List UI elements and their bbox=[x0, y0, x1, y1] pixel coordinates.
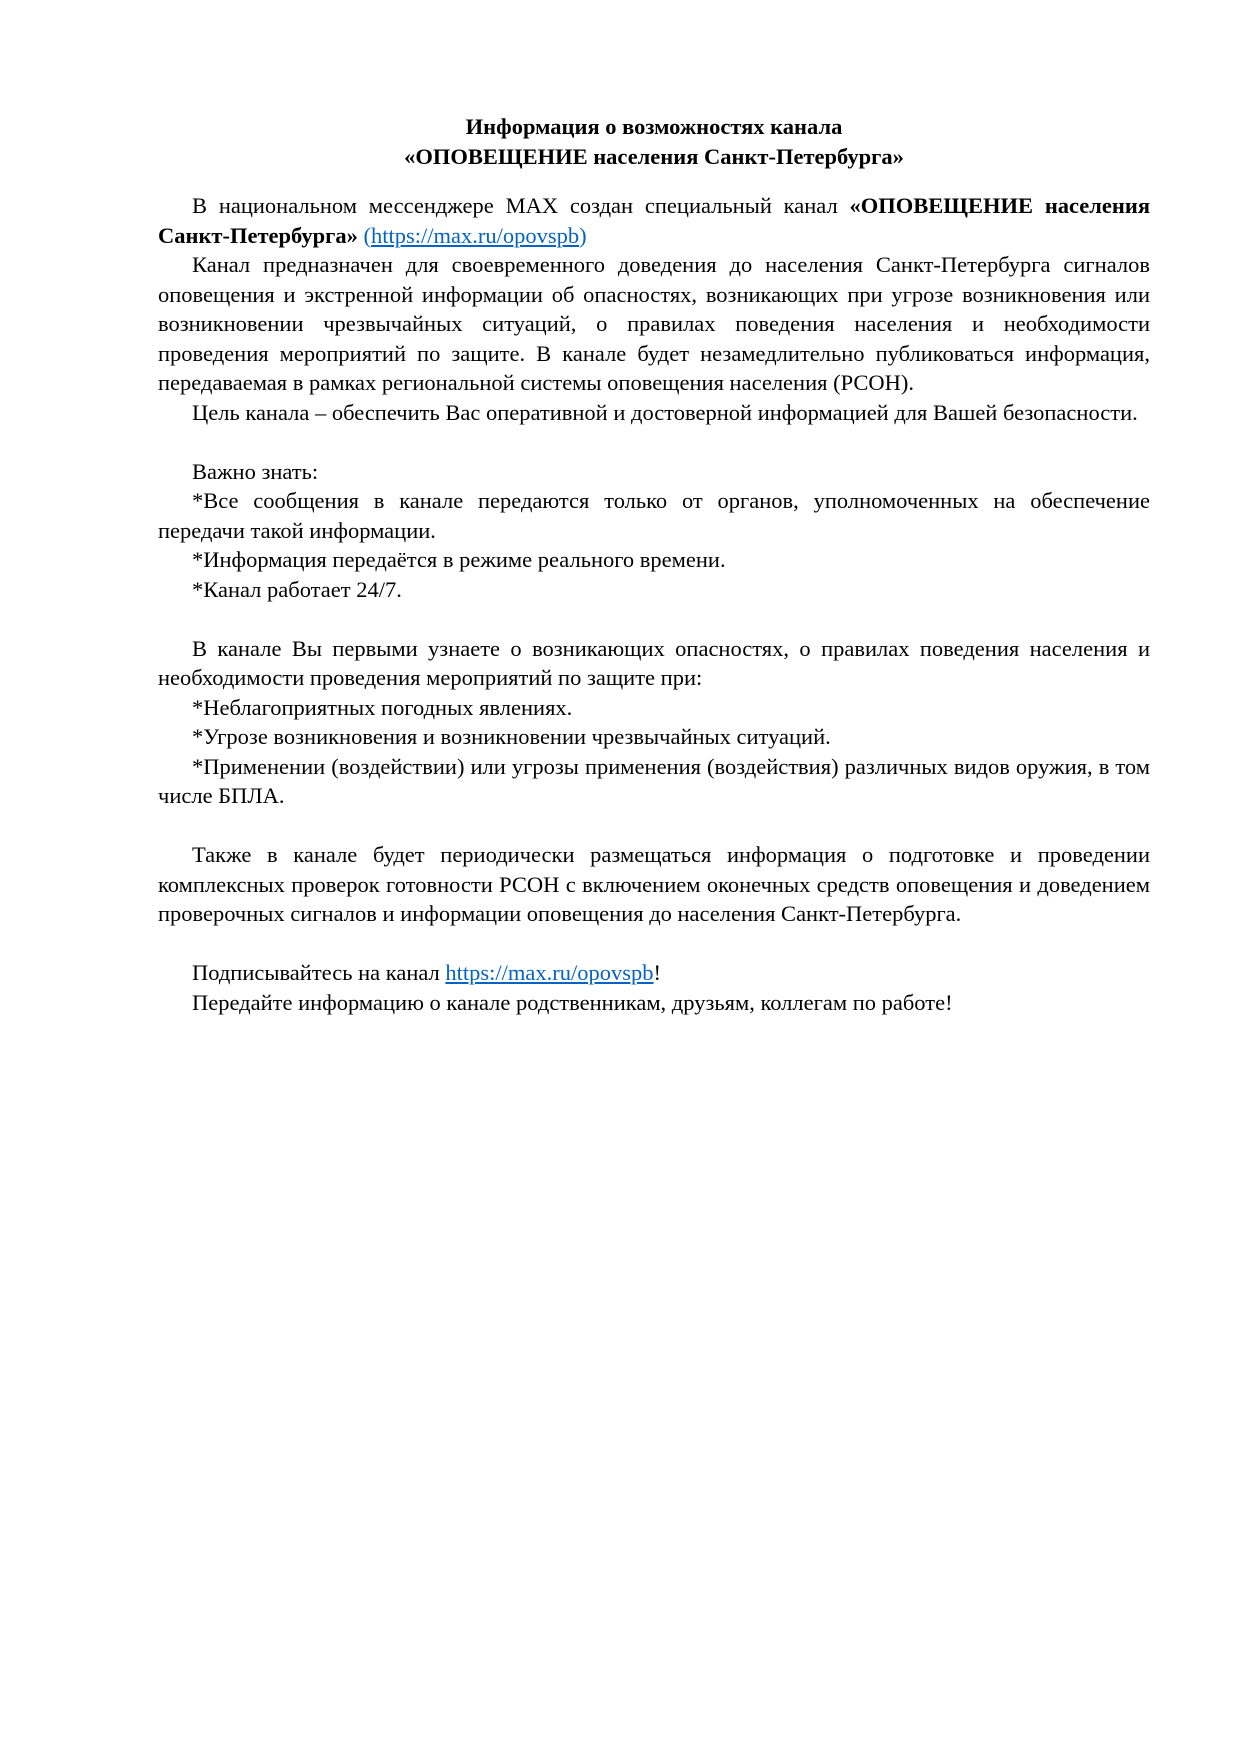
hazard-item-2: *Угрозе возникновения и возникновении чрезвычайных ситуаций. bbox=[192, 724, 831, 749]
checks-paragraph: Также в канале будет периодически размещаться информация о подготовке и проведении комплексных проверок готовности РСОН с включением оконечных средств оповещения и доведением проверочных сигналов и информации оповещения до населения Санкт-Петербурга. bbox=[158, 842, 1150, 926]
important-item-1: *Все сообщения в канале передаются только от органов, уполномоченных на обеспечение передачи такой информации. bbox=[158, 488, 1150, 543]
important-heading: Важно знать: bbox=[192, 458, 319, 484]
intro-paragraph bbox=[158, 191, 1150, 250]
title-line-2: «ОПОВЕЩЕНИЕ населения Санкт-Петербурга» bbox=[404, 143, 904, 169]
spacer bbox=[158, 427, 1150, 457]
hazard-item-1: *Неблагоприятных погодных явлениях. bbox=[192, 694, 573, 720]
spacer bbox=[158, 929, 1150, 959]
document-title bbox=[158, 112, 1150, 171]
intro-paren-close: ) bbox=[579, 222, 587, 248]
intro-lead: В национальном мессенджере MAX создан специальный канал bbox=[192, 193, 850, 218]
spacer bbox=[158, 811, 1150, 841]
subscribe-exclamation: ! bbox=[653, 960, 662, 985]
important-item-2: *Информация передаётся в режиме реального времени. bbox=[192, 547, 726, 572]
intro-channel-name: «ОПОВЕЩЕНИЕ населения Санкт-Петербурга» bbox=[158, 193, 1150, 248]
subscribe-paragraph bbox=[158, 958, 1150, 988]
hazard-item-3: *Применении (воздействии) или угрозы применения (воздействия) различных видов оружия, в том числе БПЛА. bbox=[158, 753, 1150, 808]
goal-paragraph: Цель канала – обеспечить Вас оперативной и достоверной информацией для Вашей безопасности. bbox=[192, 399, 1138, 425]
intro-paren-open: ( bbox=[363, 222, 372, 248]
spacer bbox=[158, 604, 1150, 634]
channel-link[interactable]: https://max.ru/opovspb bbox=[371, 222, 580, 248]
first-to-know-paragraph: В канале Вы первыми узнаете о возникающих опасностях, о правилах поведения населения и необходимости проведения мероприятий по защите при: bbox=[158, 635, 1150, 690]
important-item-3: *Канал работает 24/7. bbox=[192, 576, 402, 602]
subscribe-link[interactable]: https://max.ru/opovspb bbox=[445, 960, 654, 985]
subscribe-lead: Подписывайтесь на канал bbox=[192, 960, 446, 985]
purpose-paragraph: Канал предназначен для своевременного доведения до населения Санкт-Петербурга сигналов оповещения и экстренной информации об опасностях, возникающих при угрозе возникновения или возникновении чрезвычайных ситуаций, о правилах поведения населения и необходимости проведения мероприятий по защите. В канале будет незамедлительно публиковаться информация, передаваемая в рамках региональной системы оповещения населения (РСОН). bbox=[158, 252, 1150, 395]
share-paragraph: Передайте информацию о канале родственникам, друзьям, коллегам по работе! bbox=[192, 989, 953, 1015]
title-line-1: Информация о возможностях канала bbox=[465, 114, 843, 139]
